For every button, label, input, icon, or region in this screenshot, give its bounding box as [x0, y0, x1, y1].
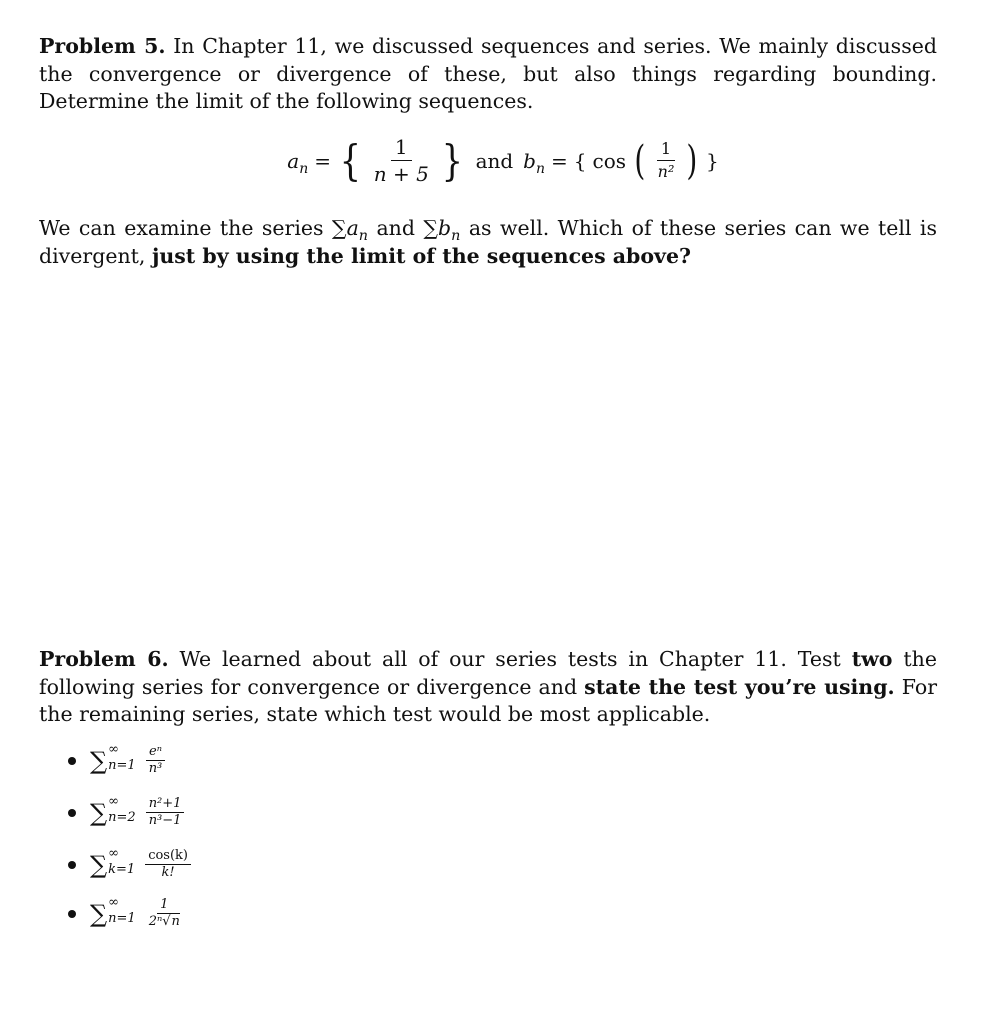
a-fraction: [370, 136, 433, 185]
problem5-intro: [39, 33, 937, 116]
summation: ∑ ∞ n=1: [90, 895, 136, 928]
sigma-icon: ∑: [90, 899, 108, 928]
sqrt-icon: √: [162, 914, 171, 930]
equals-sign-2: =: [551, 148, 568, 173]
problem5-question-bold: just by using the limit of the sequences above?: [151, 243, 692, 268]
summation: ∑ ∞ k=1: [90, 846, 136, 879]
a-numerator: 1: [391, 136, 412, 161]
bullet-icon: [68, 910, 76, 918]
problem5-intro-text: In Chapter 11, we discussed sequences and series. We mainly discussed the convergence or divergence of these, but also things regarding bounding. Determine the limit of the following sequences.: [39, 34, 937, 113]
sigma-icon: ∑: [90, 850, 108, 879]
problem5-heading: Problem 5.: [39, 34, 166, 58]
series-term: $\frac{1}{\text{2ⁿ√n}}$: [148, 897, 180, 930]
a-denominator: n + 5: [373, 162, 429, 186]
left-brace: {: [339, 135, 362, 185]
summation: ∑ ∞ n=2: [90, 794, 136, 827]
a-symbol: $a_n$: [287, 148, 309, 177]
b-symbol: $b_n$: [523, 148, 546, 177]
list-item: [68, 846, 191, 881]
bullet-icon: [68, 757, 76, 765]
problem5-question: We can examine the series $\sum a_n$ and $\sum b_n$ as well. Which of these series can we tell is divergent, just by using the limit of the sequences above?: [39, 216, 937, 268]
bullet-icon: [68, 809, 76, 817]
cos-label: cos: [592, 148, 627, 173]
series-term: $\frac{\text{n²+1}}{\text{n³−1}}$: [146, 797, 185, 829]
summation: ∑ ∞ n=1: [90, 742, 136, 775]
problem6-text: Problem 6. We learned about all of our series tests in Chapter 11. Test two the following series for convergence or divergence and state the test you’re using. For the remaining series, state which test would be most applicable.: [39, 647, 937, 726]
bullet-icon: [68, 861, 76, 869]
close-brace-small: }: [705, 148, 719, 173]
list-item: [68, 742, 165, 777]
series-term: $\frac{\cos(k)}{k!}$: [145, 849, 191, 881]
sequences-equation: [0, 136, 1006, 185]
sigma-icon: ∑: [90, 798, 108, 827]
series-term: $\frac{\text{eⁿ}}{\text{n³}}$: [146, 745, 166, 777]
b-denominator: n²: [657, 162, 675, 181]
open-brace-small: {: [573, 148, 587, 173]
b-fraction: [654, 140, 679, 180]
list-item: [68, 895, 183, 930]
b-numerator: 1: [657, 140, 675, 161]
left-paren: (: [634, 137, 646, 184]
and-connector: and: [475, 148, 514, 173]
list-item: [68, 794, 184, 829]
problem6-heading: Problem 6.: [39, 647, 169, 671]
sigma-icon: ∑: [90, 746, 108, 775]
equals-sign: =: [314, 148, 332, 173]
right-brace: }: [441, 135, 463, 185]
right-paren: ): [686, 137, 698, 184]
